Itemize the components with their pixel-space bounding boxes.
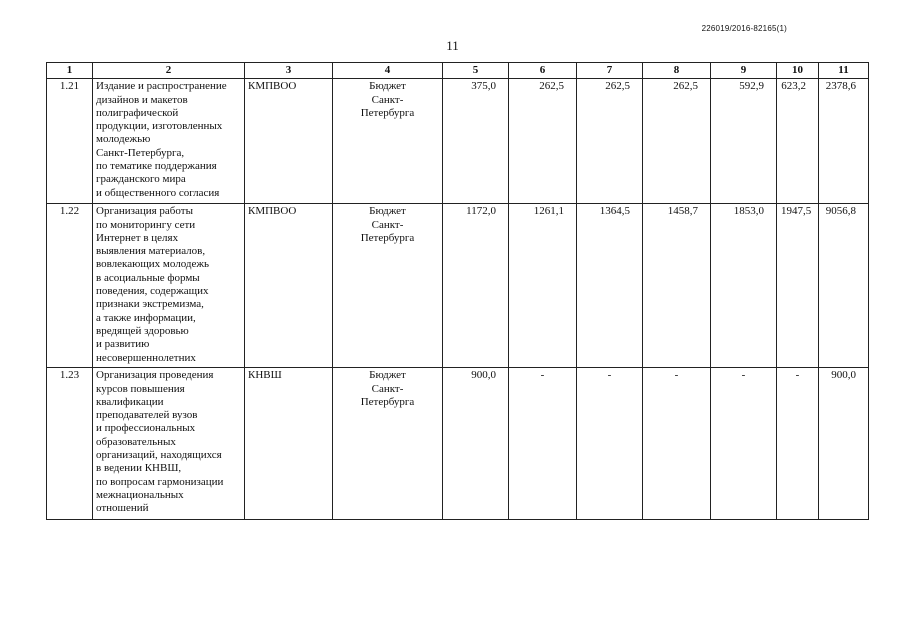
value-col-5: 1172,0 [443,204,509,368]
value-col-5: 900,0 [443,368,509,520]
column-header: 4 [333,63,443,79]
value-col-8: - [643,368,711,520]
document-id: 226019/2016-82165(1) [701,24,787,33]
activity-name-line: Санкт-Петербурга, [96,146,185,159]
value-col-9: - [711,368,777,520]
value-col-7: - [577,368,643,520]
column-header: 5 [443,63,509,79]
funding-source-line: Петербурга [360,106,415,119]
value-col-7: 1364,5 [577,204,643,368]
row-index: 1.23 [47,368,93,520]
activity-name-line: по вопросам гармонизации [96,475,224,488]
value-col-11-total: 2378,6 [819,79,869,204]
table-row [47,204,869,368]
value-col-10: - [777,368,819,520]
value-col-7: 262,5 [577,79,643,204]
activity-name-line: Организация работы [96,205,193,218]
value-col-6: 262,5 [509,79,577,204]
activity-name-line: вовлекающих молодежь [96,258,210,271]
activity-name [93,368,245,520]
column-header: 3 [245,63,333,79]
activity-name [93,79,245,204]
activity-name-line: несовершеннолетних [96,351,196,364]
column-header: 7 [577,63,643,79]
executor: КНВШ [245,368,333,520]
activity-name-line: отношений [96,502,149,515]
column-header: 10 [777,63,819,79]
funding-source [333,79,443,204]
funding-source-line: Петербурга [360,395,415,408]
activity-name [93,204,245,368]
activity-name-line: вредящей здоровью [96,324,189,337]
column-header: 6 [509,63,577,79]
value-col-5: 375,0 [443,79,509,204]
activity-name-line: признаки экстремизма, [96,298,204,311]
value-col-6: - [509,368,577,520]
activity-name-line: по тематике поддержания [96,160,217,173]
value-col-8: 262,5 [643,79,711,204]
program-activities-table [46,62,869,520]
value-col-9: 592,9 [711,79,777,204]
column-number-row [47,63,869,79]
funding-source-line: Бюджет [369,205,406,218]
activity-name-line: по мониторингу сети [96,218,196,231]
activity-name-line: и профессиональных [96,422,196,435]
column-header: 8 [643,63,711,79]
activity-name-line: в ведении КНВШ, [96,462,182,475]
value-col-9: 1853,0 [711,204,777,368]
value-col-10: 623,2 [777,79,819,204]
activity-name-line: Интернет в целях [96,231,179,244]
activity-name-line: Издание и распространение [96,80,227,93]
funding-source-line: Санкт- [371,382,404,395]
funding-source [333,204,443,368]
activity-name-line: образовательных [96,435,176,448]
value-col-6: 1261,1 [509,204,577,368]
activity-name-line: Организация проведения [96,369,214,382]
executor: КМПВОО [245,204,333,368]
column-header: 9 [711,63,777,79]
activity-name-line: квалификации [96,395,164,408]
executor: КМПВОО [245,79,333,204]
activity-name-line: преподавателей вузов [96,409,198,422]
activity-name-line: продукции, изготовленных [96,120,223,133]
funding-source-line: Бюджет [369,369,406,382]
value-col-8: 1458,7 [643,204,711,368]
column-header: 2 [93,63,245,79]
activity-name-line: организаций, находящихся [96,449,222,462]
page-number: 11 [446,38,459,53]
column-header: 11 [819,63,869,79]
value-col-11-total: 900,0 [819,368,869,520]
activity-name-line: гражданского мира [96,173,186,186]
value-col-10: 1947,5 [777,204,819,368]
activity-name-line: и развитию [96,338,150,351]
activity-name-line: курсов повышения [96,382,185,395]
activity-name-line: а также информации, [96,311,196,324]
activity-name-line: выявления материалов, [96,245,206,258]
table-row [47,368,869,520]
activity-name-line: дизайнов и макетов [96,93,188,106]
activity-name-line: полиграфической [96,106,179,119]
table-row [47,79,869,204]
funding-source-line: Санкт- [371,218,404,231]
value-col-11-total: 9056,8 [819,204,869,368]
funding-source-line: Бюджет [369,80,406,93]
activity-name-line: поведения, содержащих [96,285,209,298]
row-index: 1.22 [47,204,93,368]
activity-name-line: межнациональных [96,488,184,501]
funding-source-line: Санкт- [371,93,404,106]
activity-name-line: в асоциальные формы [96,271,200,284]
funding-source [333,368,443,520]
funding-source-line: Петербурга [360,231,415,244]
activity-name-line: молодежью [96,133,151,146]
activity-name-line: и общественного согласия [96,186,220,199]
row-index: 1.21 [47,79,93,204]
column-header: 1 [47,63,93,79]
